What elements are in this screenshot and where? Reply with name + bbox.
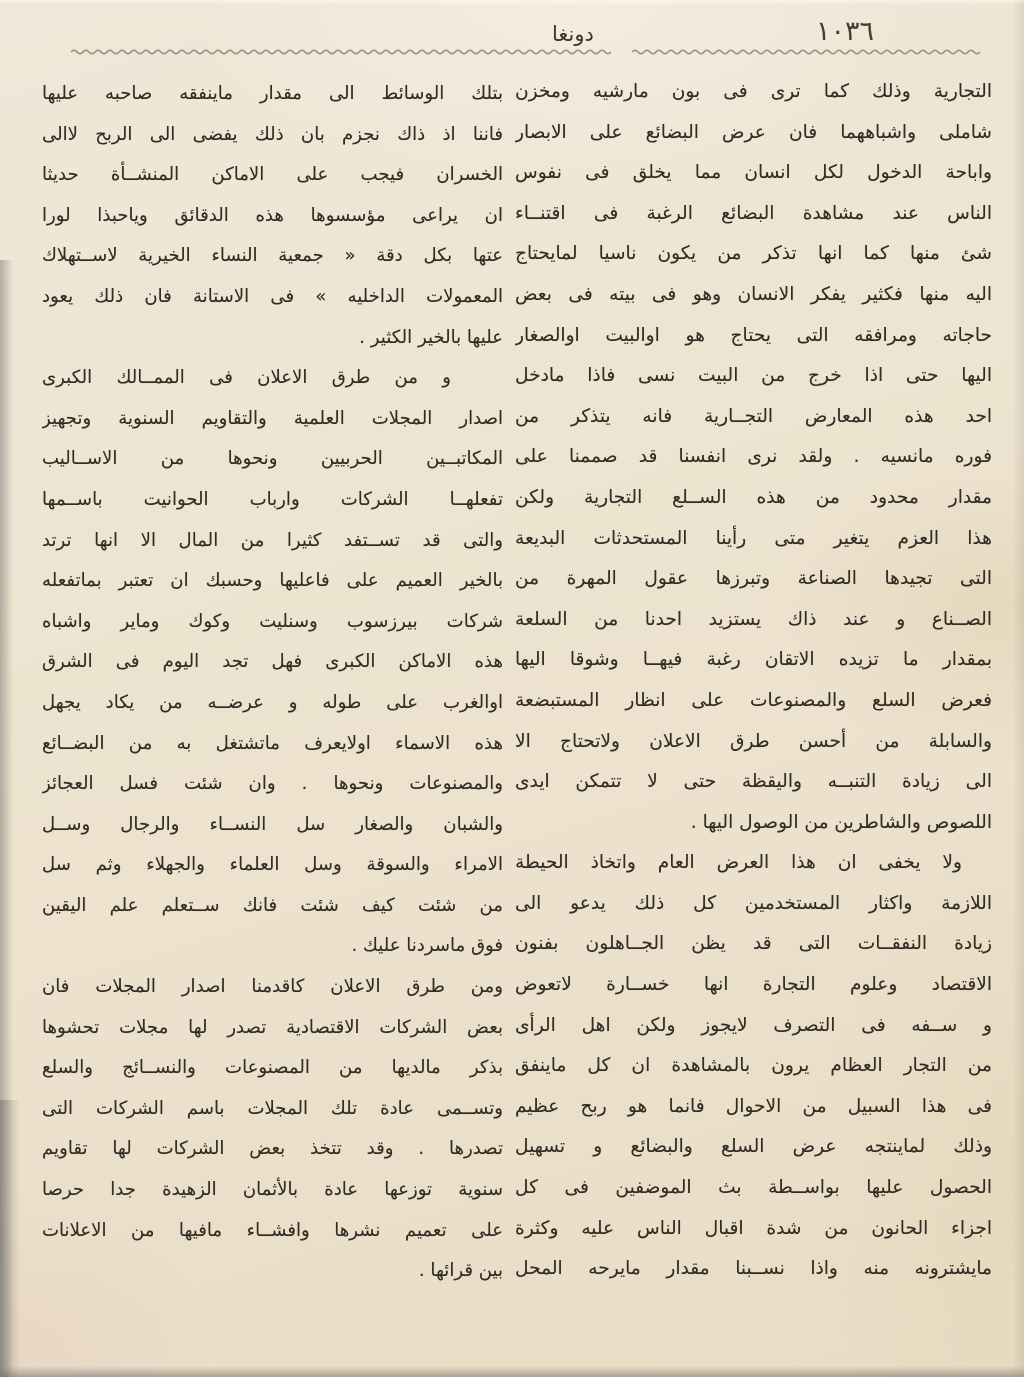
text-line: الصــناع و عند ذاك يستزيد احدنا من السلعة	[515, 608, 992, 630]
text-line: شركات بيرزسوب وسنليت وكوك وماير واشباه	[42, 610, 503, 632]
text-line: شئ منها كما انها تذكر من يكون ناسيا لمايحتاج	[515, 243, 992, 265]
text-line: هذه الاسماء اولايعرف ماتشتغل به من البضــائع	[42, 732, 503, 754]
text-line: بتلك الوسائط الى مقدار ماينفقه صاحبه عليها	[42, 83, 503, 104]
text-line: هذا العزم يتغير متى رأينا المستحدثات البديعة	[515, 527, 992, 549]
text-line: فوره مانسيه . ولقد نرى انفسنا قد صممنا على	[515, 446, 992, 468]
text-line: واباحة الدخول لكل انسان مما يخلق فى نفوس	[515, 162, 992, 184]
text-line: الناس عند مشاهدة البضائع الرغبة فى اقتنــاء	[515, 202, 992, 224]
scan-edge-left-lower	[0, 1100, 20, 1377]
text-line: الاقتصاد وعلوم التجارة انها خســارة لاتعوض	[515, 974, 992, 996]
text-line: و من طرق الاعلان فى الممــالك الكبرى	[42, 367, 451, 389]
text-line: عتها بكل دقة « جمعية النساء الخيرية لاســتهلاك	[42, 245, 503, 267]
text-line: ولا يخفى ان هذا العرض العام واتخاذ الحيطة	[515, 852, 962, 874]
text-line: اللصوص والشاطرين من الوصول اليها .	[690, 811, 992, 833]
text-line: تفعلهــا الشركات وارباب الحوانيت باســمها	[42, 488, 503, 510]
text-line: من التجار العظام يرون بالمشاهدة ان كل ماينفق	[515, 1055, 992, 1077]
text-line: اصدار المجلات العلمية والتقاويم السنوية وتجهيز	[42, 407, 503, 429]
wavy-rule-right-segment	[70, 47, 611, 57]
text-line: فعرض السلع والمصنوعات على انظار المستبضعة	[515, 689, 992, 711]
text-line: وذلك لماينتجه عرض السلع والبضائع و تسهيل	[515, 1136, 992, 1158]
text-line: المعمولات الداخليه » فى الاستانة فان ذلك يعود	[42, 285, 503, 307]
text-line: فى هذا السبيل من الاحوال فانما هو ربح عظيم	[515, 1095, 992, 1117]
text-line: حاجاته ومرافقه التى يحتاج هو اوالبيت اوالصغار	[515, 324, 992, 346]
text-column-left	[42, 74, 503, 1292]
scan-edge-top	[0, 0, 1024, 5]
text-line: فوق ماسردنا عليك .	[351, 935, 503, 957]
scan-edge-right	[1012, 0, 1024, 1377]
text-line: و ســفه فى التصرف لايجوز ولكن اهل الرأى	[515, 1014, 992, 1036]
wavy-rule-left-segment	[631, 47, 988, 57]
page-title: دونغا	[552, 22, 594, 46]
text-line: والمصنوعات ونحوها . وان شئت فسل العجائز	[42, 773, 503, 795]
text-line: سنوية توزعها عادة بالأثمان الزهيدة جدا حرصا	[42, 1179, 503, 1201]
text-line: اليه منها فكثير يفكر الانسان وهو فى بيته فى بعض	[515, 283, 992, 305]
text-line: فاننا اذ ذاك نجزم بان ذلك يفضى الى الربح لاالى	[42, 123, 503, 145]
page-number: ١٠٣٦	[815, 16, 874, 47]
text-line: الحصول عليها بواســطة بث الموضفين فى كل	[515, 1177, 992, 1199]
text-line: الى زيادة التنبــه واليقظة حتى لا تتمكن ايدى	[515, 771, 992, 793]
text-line: التجارية وذلك كما ترى فى بون مارشيه ومخزن	[515, 81, 992, 102]
text-line: من شئت كيف شئت فانك ســتعلم علم اليقين	[42, 894, 503, 916]
text-line: مقدار محدود من هذه الســلع التجارية ولكن	[515, 486, 992, 508]
text-line: على تعميم نشرها وافشــاء مافيها من الاعلانات	[42, 1219, 503, 1241]
text-line: والشبان والصغار سل النســاء والرجال وســل	[42, 813, 503, 835]
text-line: وتســمى عادة تلك المجلات باسم الشركات التى	[42, 1097, 503, 1119]
text-line: بالخير العميم على فاعليها وحسبك ان تعتبر بماتفعله	[42, 570, 503, 592]
text-line: اجزاء الحانون من شدة اقبال الناس عليه وكثرة	[515, 1217, 992, 1239]
header-rule	[70, 47, 992, 57]
text-line: هذه الاماكن الكبرى فهل تجد اليوم فى الشرق	[42, 651, 503, 673]
text-line: والتى قد تســتفد كثيرا من المال الا انها ترتد	[42, 529, 503, 551]
text-line: اللازمة واكثار المستخدمين كل ذلك يدعو الى	[515, 892, 992, 914]
text-line: مايشترونه منه واذا نســبنا مقدار مايرحه المحل	[515, 1258, 992, 1280]
text-line: بمقدار ما تزيده الاتقان رغبة فيهــا وشوقا اليها	[515, 649, 992, 671]
text-line: اوالغرب على طوله و عرضــه من يكاد يجهل	[42, 691, 503, 713]
text-line: بين قرائها .	[418, 1260, 503, 1282]
text-line: شاملى واشباههما فان عرض البضائع على الابصار	[515, 121, 992, 143]
scan-edge-bottom	[0, 1366, 1024, 1377]
text-line: ومن طرق الاعلان كاقدمنا اصدار المجلات فان	[42, 976, 503, 998]
text-line: بذكر مالديها من المصنوعات والنســائج والسلع	[42, 1057, 503, 1079]
text-line: تصدرها . وقد تتخذ بعض الشركات لها تقاويم	[42, 1138, 503, 1160]
text-line: احد هذه المعارض التجــارية فانه يتذكر من	[515, 405, 992, 427]
text-line: الخسران فيجب على الاماكن المنشــأة حديثا	[42, 164, 503, 186]
text-line: بعض الشركات الاقتصادية تصدر لها مجلات تحشوها	[42, 1016, 503, 1038]
text-line: التى تجيدها الصناعة وتبرزها عقول المهرة من	[515, 568, 992, 590]
text-line: ان يراعى مؤسسوها هذه الدقائق وياحبذا لورا	[42, 204, 503, 226]
text-line: زيادة النفقــات التى قد يظن الجــاهلون بفنون	[515, 933, 992, 955]
text-column-right	[515, 72, 992, 1290]
text-line: اليها حتى اذا خرج من البيت نسى فاذا مادخل	[515, 365, 992, 387]
text-line: المكاتبــين الحربيين ونحوها من الاســاليب	[42, 448, 503, 470]
text-line: الامراء والسوقة وسل العلماء والجهلاء وثم سل	[42, 854, 503, 876]
text-line: والسابلة من أحسن طرق الاعلان ولاتحتاج الا	[515, 730, 992, 752]
text-line: عليها بالخير الكثير .	[359, 326, 503, 348]
